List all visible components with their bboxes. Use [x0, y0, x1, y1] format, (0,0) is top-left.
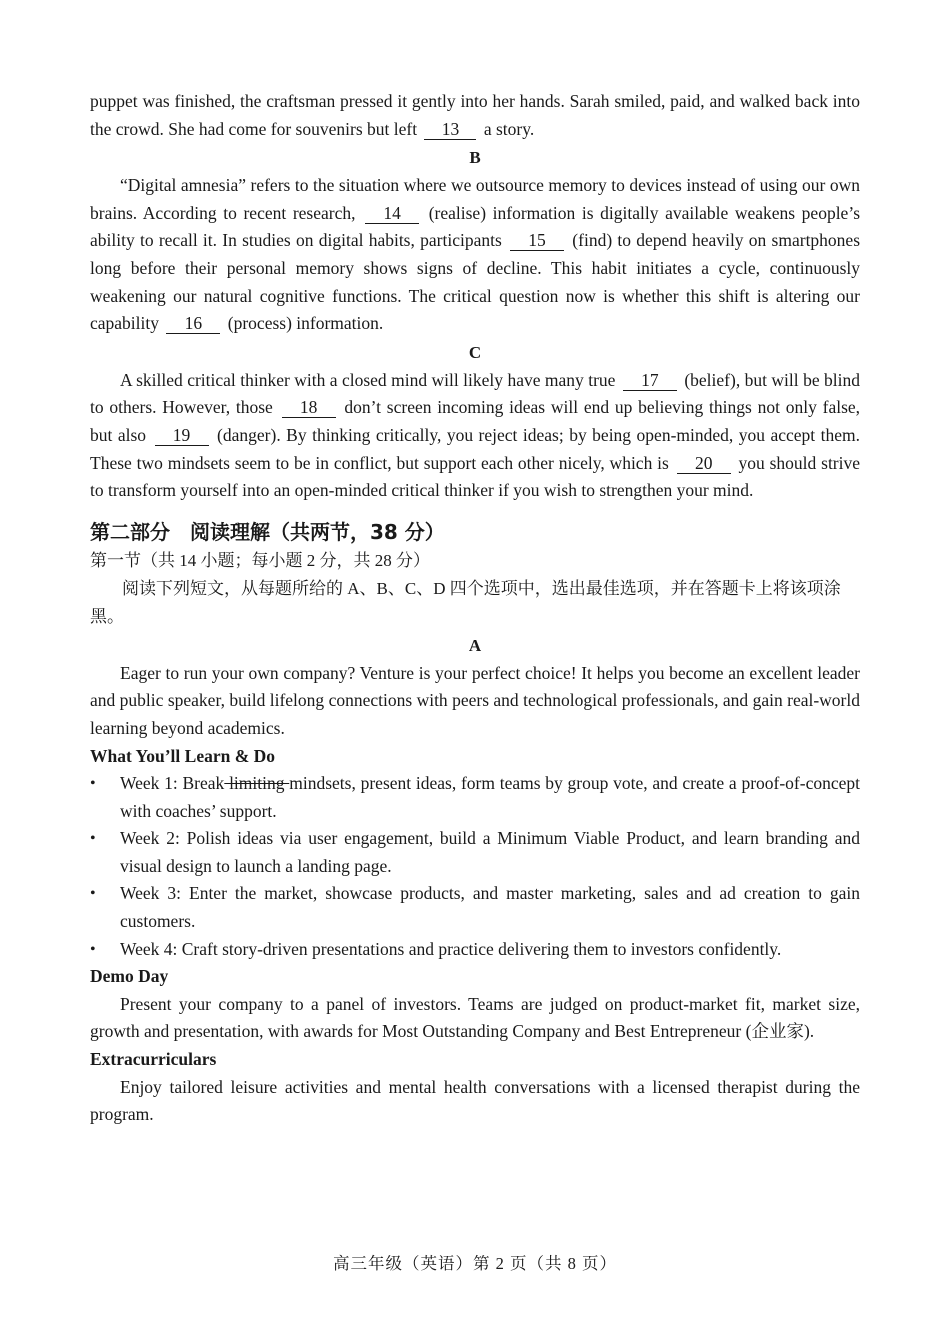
reading-a-intro: Eager to run your own company? Venture is your perfect choice! It helps you become an excellent leader and public speaker, build lifelong connections with peers and technological professionals, and gain real-world learning beyond academics. — [90, 662, 860, 738]
blank-13: 13 — [424, 119, 476, 140]
demo-text: Present your company to a panel of investors. Teams are judged on product-market fit, market size, growth and presentation, with awards for Most Outstanding Company and Best Entrepreneur (企业家). — [90, 993, 860, 1042]
section1-instruction: 阅读下列短文，从每题所给的 A、B、C、D 四个选项中，选出最佳选项，并在答题卡上将该项涂黑。 — [90, 578, 841, 626]
list-item: • Week 3: Enter the market, showcase products, and master marketing, sales and ad creation to gain customers. — [90, 880, 860, 935]
passage-c-label: C — [468, 342, 482, 362]
extra-heading: Extracurriculars — [90, 1049, 217, 1070]
passage-a-ending: puppet was finished, the craftsman pressed it gently into her hands. Sarah smiled, paid, and walked back into the crowd. She had come for souvenirs but left 13 a story. — [90, 91, 860, 139]
exam-page — [90, 88, 860, 1129]
page-footer: 高三年级（英语）第 2 页（共 8 页） — [333, 1254, 617, 1273]
blank-16: 16 — [166, 313, 220, 334]
passage-c-text: A skilled critical thinker with a closed mind will likely have many true 17 (belief), but will be blind to others. However, those 18 don’t screen incoming ideas will end up believing things not only false, but also 19 (danger). By thinking critically, you reject ideas; by being open-minded, you accept them. These two mindsets seem to be in conflict, but support each other nicely, which is 20 you should strive to transform yourself into an open-minded critical thinker if you wish to strengthen your mind. — [90, 369, 861, 501]
list-item: • Week 2: Polish ideas via user engagement, build a Minimum Viable Product, and learn branding and visual design to launch a landing page. — [90, 825, 860, 880]
section1-title: 第一节（共 14 小题；每小题 2 分，共 28 分） — [90, 550, 430, 570]
blank-15: 15 — [510, 230, 564, 251]
extra-text: Enjoy tailored leisure activities and mental health conversations with a licensed therapist during the program. — [90, 1076, 860, 1125]
reading-a-label: A — [468, 635, 482, 655]
blank-20: 20 — [677, 453, 731, 474]
blank-17: 17 — [623, 370, 677, 391]
passage-b-text: “Digital amnesia” refers to the situation where we outsource memory to devices instead of using our own brains. According to recent research, 14 (realise) information is digitally available weakens people’s ability to recall it. In studies on digital habits, participants 15 (find) to depend heavily on smartphones long before their personal memory shows signs of decline. This habit initiates a cycle, continuously weakening our natural cognitive functions. The critical question now is whether this shift is altering our capability 16 (process) information. — [90, 175, 861, 334]
blank-19: 19 — [155, 425, 209, 446]
part2-title: 第二部分 阅读理解（共两节，38 分） — [90, 519, 445, 544]
blank-18: 18 — [282, 397, 336, 418]
passage-b-label: B — [469, 148, 481, 168]
list-item: • Week 1: Break limiting mindsets, present ideas, form teams by group vote, and create a proof-of-concept with coaches’ support. — [90, 770, 860, 825]
learn-heading: What You’ll Learn & Do — [90, 745, 276, 766]
demo-heading: Demo Day — [90, 966, 169, 987]
blank-14: 14 — [365, 203, 419, 224]
list-item: • Week 4: Craft story-driven presentations and practice delivering them to investors confidently. — [90, 936, 860, 964]
weeks-list — [90, 770, 860, 963]
